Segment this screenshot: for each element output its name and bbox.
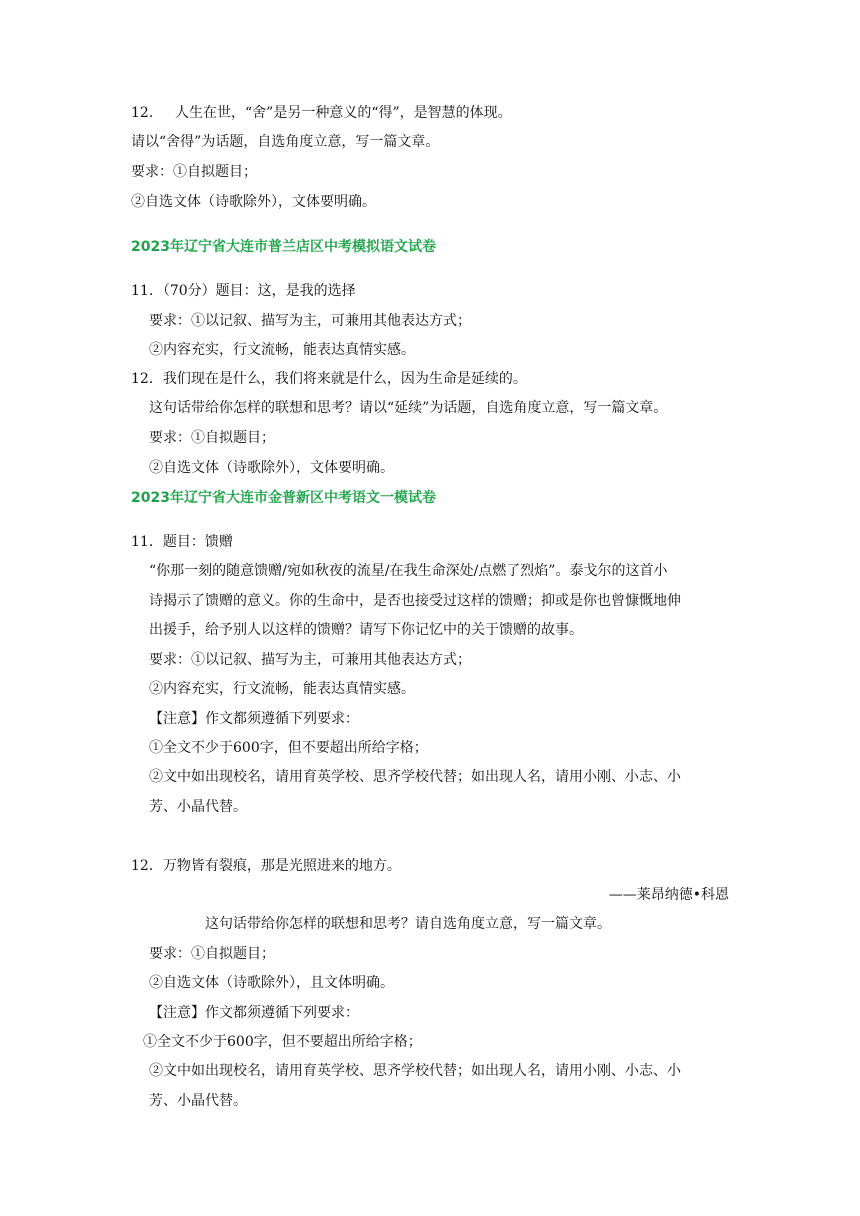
question-11-note-1: ①全文不少于600字，但不要超出所给字格；	[149, 740, 428, 756]
question-12-requirement-1: 要求：①自拟题目；	[131, 164, 257, 180]
question-12-requirement-1: 要求：①自拟题目；	[149, 946, 275, 962]
question-12-task: 这句话带给你怎样的联想和思考？请自选角度立意，写一篇文章。	[205, 916, 611, 932]
question-12-note-1: ①全文不少于600字，但不要超出所给字格；	[143, 1034, 422, 1050]
question-12-prompt: 人生在世，“舍”是另一种意义的“得”，是智慧的体现。	[175, 105, 512, 121]
question-12-attribution: ——莱昂纳德•科恩	[608, 887, 729, 903]
question-12-requirement-1: 要求：①自拟题目；	[149, 430, 275, 446]
question-11-note-2-line-2: 芳、小晶代替。	[149, 799, 247, 815]
question-11-requirement-2: ②内容充实，行文流畅，能表达真情实感。	[149, 681, 415, 697]
section-heading-pulandian: 2023年辽宁省大连市普兰店区中考模拟语文试卷	[131, 239, 436, 255]
question-12-prompt: 12．我们现在是什么，我们将来就是什么，因为生命是延续的。	[131, 371, 527, 387]
question-11-requirement-1: 要求：①以记叙、描写为主，可兼用其他表达方式；	[149, 652, 471, 668]
question-11-title: 11．题目：馈赠	[131, 534, 233, 550]
question-11-paragraph-line-3: 出援手，给予别人以这样的馈赠？请写下你记忆中的关于馈赠的故事。	[149, 622, 583, 638]
question-12-requirement-2: ②自选文体（诗歌除外），且文体明确。	[149, 975, 394, 991]
question-11-requirement-2: ②内容充实，行文流畅，能表达真情实感。	[149, 342, 415, 358]
question-11-paragraph-line-2: 诗揭示了馈赠的意义。你的生命中，是否也接受过这样的馈赠；抑或是你也曾慷慨地伸	[149, 593, 681, 609]
question-11-note-2-line-1: ②文中如出现校名，请用育英学校、思齐学校代替；如出现人名，请用小刚、小志、小	[149, 769, 681, 785]
question-12-task: 这句话带给你怎样的联想和思考？请以“延续”为话题，自选角度立意，写一篇文章。	[149, 400, 668, 416]
question-12-number: 12.	[131, 105, 154, 121]
question-12-note-2-line-1: ②文中如出现校名，请用育英学校、思齐学校代替；如出现人名，请用小刚、小志、小	[149, 1063, 681, 1079]
question-11-paragraph-line-1: “你那一刻的随意馈赠/宛如秋夜的流星/在我生命深处/点燃了烈焰”。泰戈尔的这首小	[149, 563, 668, 579]
question-11-title: 11．（70分）题目：这，是我的选择	[131, 283, 356, 299]
section-heading-jinpu: 2023年辽宁省大连市金普新区中考语文一模试卷	[131, 490, 436, 506]
question-12-note-2-line-2: 芳、小晶代替。	[149, 1093, 247, 1109]
question-12-requirement-2: ②自选文体（诗歌除外），文体要明确。	[149, 460, 394, 476]
question-12-requirement-2: ②自选文体（诗歌除外），文体要明确。	[131, 194, 376, 210]
question-12-task: 请以“舍得”为话题，自选角度立意，写一篇文章。	[131, 134, 440, 150]
question-11-note-heading: 【注意】作文都须遵循下列要求：	[149, 711, 359, 727]
question-11-requirement-1: 要求：①以记叙、描写为主，可兼用其他表达方式；	[149, 313, 471, 329]
question-12-note-heading: 【注意】作文都须遵循下列要求：	[149, 1005, 359, 1021]
question-12-prompt: 12．万物皆有裂痕，那是光照进来的地方。	[131, 858, 401, 874]
